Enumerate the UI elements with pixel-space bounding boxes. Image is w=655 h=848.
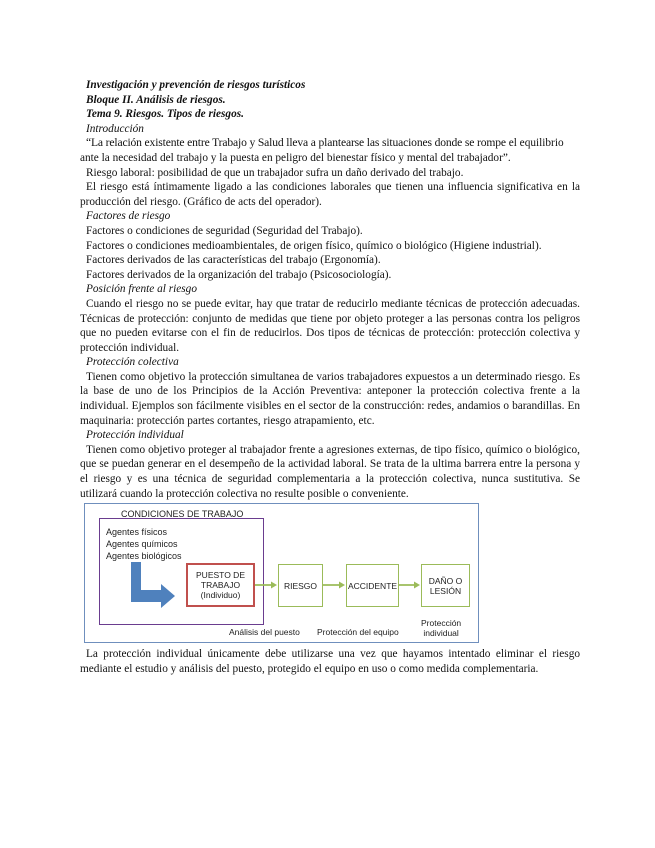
document-body [80, 78, 580, 676]
arrowhead-icon [339, 582, 345, 589]
bent-arrow-icon [131, 562, 175, 608]
workstation-line1: PUESTO DE [196, 570, 245, 581]
agent-chemical: Agentes químicos [106, 539, 178, 550]
agent-physical: Agentes físicos [106, 527, 168, 538]
working-conditions-diagram [84, 503, 479, 643]
individual-label-line2: individual [423, 628, 459, 639]
block-title: Bloque II. Análisis de riesgos. [86, 93, 226, 106]
analysis-label: Análisis del puesto [229, 627, 300, 638]
arrowhead-icon [271, 582, 277, 589]
intro-quote-line1: “La relación existente entre Trabajo y Salud lleva a plantearse las situaciones donde se rompe [86, 136, 506, 150]
factors-heading: Factores de riesgo [86, 210, 171, 223]
factor-item: Factores o condiciones de seguridad (Seguridad del Trabajo). [86, 224, 363, 237]
intro-quote-rest: el equilibrio ante la necesidad del trabajo y la puesta en peligro del bienestar físico y mental del trabajador”. [80, 137, 564, 164]
document-title: Investigación y prevención de riesgos turísticos [86, 79, 306, 91]
equipment-label: Protección del equipo [317, 627, 399, 638]
closing-paragraph: La protección individual únicamente debe utilizarse una vez que hayamos intentado eliminar el riesgo mediante el estudio y análisis del puesto, protegido el equipo en uso o como medida complementaria. [80, 648, 580, 675]
collective-heading: Protección colectiva [86, 356, 179, 369]
factor-item: Factores derivados de las características del trabajo (Ergonomía). [86, 254, 381, 267]
intro-paragraph-2: El riesgo está íntimamente ligado a las condiciones laborales que tienen una influencia significativa en la producción del riesgo. (Gráfico de acts del operador). [80, 181, 580, 208]
workstation-line2: TRABAJO [200, 580, 241, 591]
damage-line2: LESIÓN [429, 585, 462, 596]
collective-paragraph: Tienen como objetivo la protección simultanea de varios trabajadores expuestos a un determinado riesgo. Es la base de uno de los Principios de la Acción Preventiva: anteponer la protección colectiva frente a la individual. Ejemplos son fácilmente visibles en el sector de la construcción: redes, andamios o barandillas. En maquinaria: protección partes cortantes, riesgo atrapamiento, etc. [80, 370, 580, 427]
position-paragraph: Cuando el riesgo no se puede evitar, hay que tratar de reducirlo mediante técnicas de protección adecuadas. Técnicas de protección: conjunto de medidas que tiene por objeto proteger a las personas contra los peligros que no pueden evitarse con el fin de reducirlos. Dos tipos de técnicas de protección: protección colectiva y protección individual. [80, 297, 580, 354]
damage-line1: DAÑO O [428, 575, 463, 586]
factor-item: Factores o condiciones medioambientales, de origen físico, químico o biológico (Higiene industrial). [86, 239, 542, 252]
topic-title: Tema 9. Riesgos. Tipos de riesgos. [86, 108, 244, 121]
agent-biological: Agentes biológicos [106, 551, 182, 562]
intro-quote [80, 136, 580, 165]
individual-protection-label [421, 618, 461, 638]
individual-heading: Protección individual [86, 429, 184, 442]
individual-paragraph: Tienen como objetivo proteger al trabajador frente a agresiones externas, de tipo físico, químico o biológico, que se puedan generar en el desempeño de la actividad laboral. Se trata de la ultima barrera entre la persona y el riesgo y es una técnica de seguridad complementaria a la protección colectiva, nunca sustitutiva. Se utilizará cuando la protección colectiva no resulte posible o conveniente. [80, 443, 580, 500]
arrowhead-icon [414, 582, 420, 589]
accident-box: ACCIDENTE [346, 564, 399, 607]
position-heading: Posición frente al riesgo [86, 283, 197, 296]
risk-box: RIESGO [278, 564, 323, 607]
intro-heading: Introducción [86, 122, 144, 135]
damage-box [421, 564, 470, 607]
factor-item: Factores derivados de la organización del trabajo (Psicosociología). [86, 268, 392, 281]
conditions-title: CONDICIONES DE TRABAJO [121, 509, 244, 520]
workstation-box [186, 563, 255, 607]
workstation-line3: (Individuo) [200, 590, 241, 601]
individual-label-line1: Protección [421, 618, 462, 629]
intro-paragraph-1: Riesgo laboral: posibilidad de que un trabajador sufra un daño derivado del trabajo. [86, 166, 464, 179]
